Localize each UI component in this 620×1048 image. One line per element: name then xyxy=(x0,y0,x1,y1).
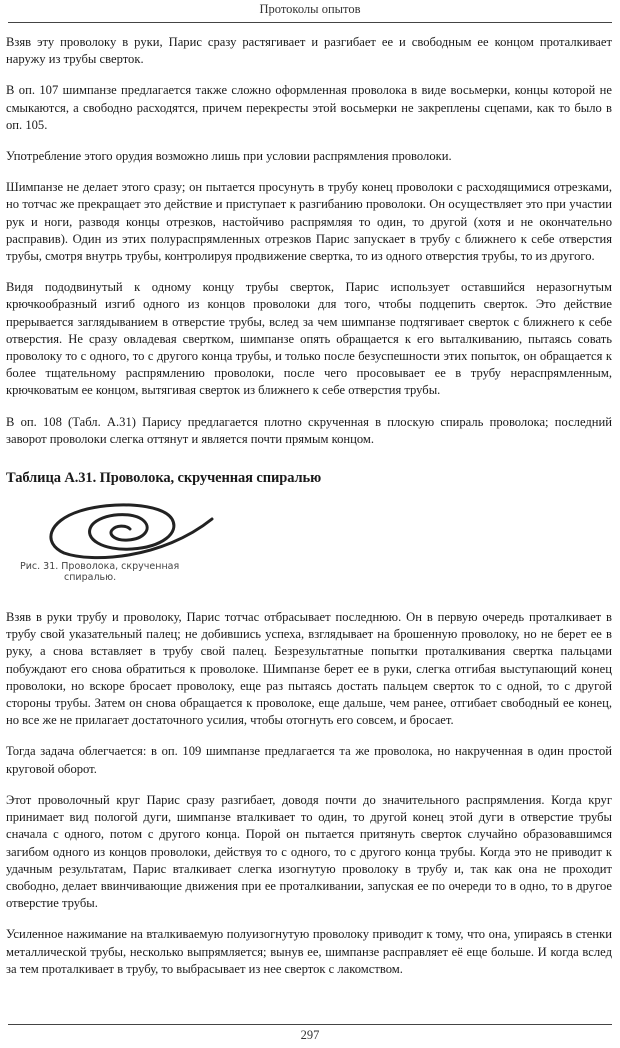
spiral-wire-drawing xyxy=(12,499,232,563)
paragraph: Этот проволочный круг Парис сразу разгибает, доводя почти до значительного распрямления. Когда круг принимает вид пологой дуги, шимпанзе вталкивает то один, то другой конец этой дуги в отверстие трубы сначала с одного, потом с другого конца. Порой он пытается притянуть сверток случайно образовавшимся загибом одного из концов проволоки, действуя то с одного, то с другого конца трубы. Когда это не приводит к удачным результатам, Парис вталкивает слегка изогнутую проволоку в трубу и, так как она не проходит свободно, делает ввинчивающие движения при ее проталкивании, запуская ее по очереди то в одно, то в другое отверстие трубы. xyxy=(6,792,612,911)
page-number: 297 xyxy=(300,1028,320,1042)
page-footer xyxy=(8,1024,612,1043)
paragraph: Взяв в руки трубу и проволоку, Парис тотчас отбрасывает последнюю. Он в первую очередь проталкивает в трубу свой указательный палец; не добившись успеха, взглядывает на брошенную проволоку, но не берет ее в руку, а снова вставляет в трубу свой палец. Безрезультатные попытки проталкивания свертка пальцами побуждают его снова обратиться к проволоке. Шимпанзе берет ее в руки, слегка отгибая выступающий конец проволоки, но вскоре бросает проволоку, еще раз пытаясь достать пальцем сверток то с одной, то с другой стороны трубы. Затем он снова обращается к проволоке, еще дальше, чем ранее, отгибает свободный ее конец, но все же не прилагает достаточного усилия, чтобы отогнуть его совсем, и бросает. xyxy=(6,610,612,728)
figure-caption-line: Рис. 31. Проволока, скрученная xyxy=(20,561,180,573)
paragraph: Видя пододвинутый к одному концу трубы сверток, Парис использует оставшийся неразогнутым крючкообразный изгиб одного из концов проволоки для того, чтобы подцепить сверток. Это действие прерывается заглядыванием в отверстие трубы, вслед за чем шимпанзе подтягивает сверток с ближнего к себе отверстия. Не сразу овладевая свертком, шимпанзе опять обращается к его выталкиванию, пытаясь совать проволоку то с одного, то с другого конца трубы, и только после безуспешности этих попыток, он обращается к более тщательному распрямлению проволоки, после чего просовывает ее в трубу нераспрямленным, крючковатым ее концом, вытягивая сверток из ближнего к себе отверстия трубы. xyxy=(6,280,612,398)
figure-caption-line: спиралью. xyxy=(64,572,117,584)
spiral-wire-path xyxy=(51,505,212,558)
paragraph: В оп. 108 (Табл. А.31) Парису предлагается плотно скрученная в плоскую спираль проволока; последний заворот проволоки слегка оттянут и является почти прямым концом. xyxy=(6,414,612,446)
paragraph: Употребление этого орудия возможно лишь при условии распрямления проволоки. xyxy=(6,149,452,164)
running-header xyxy=(8,0,612,23)
header-title: Протоколы опытов xyxy=(259,2,361,16)
paragraph: Тогда задача облегчается: в оп. 109 шимпанзе предлагается та же проволока, но накрученная в один простой круговой оборот. xyxy=(6,744,612,776)
spiral-wire-figure xyxy=(6,495,612,599)
page-body xyxy=(6,34,612,992)
paragraph: Шимпанзе не делает этого сразу; он пытается просунуть в трубу конец проволоки с расходящимися отрезками, но тотчас же прекращает это действие и приступает к разгибанию проволоки. Он осуществляет это при участии рук и ноги, разводя концы отрезков, настойчиво распрямляя то один, то другой (хотя и не окончательно расправив). Один из этих полураспрямленных отрезков Парис запускает в трубу с ближнего к себе отверстия трубы, смотря внутрь трубы, контролируя продвижение свертка, то из одного отверстия трубы, то из другого. xyxy=(6,180,612,264)
figure-caption xyxy=(20,561,179,583)
table-heading: Таблица А.31. Проволока, скрученная спиралью xyxy=(6,470,322,487)
paragraph: Взяв эту проволоку в руки, Парис сразу растягивает и разгибает ее и свободным ее концом проталкивает наружу из трубы сверток. xyxy=(6,35,612,67)
paragraph: Усиленное нажимание на вталкиваемую полуизогнутую проволоку приводит к тому, что она, упираясь в стенки металлической трубы, несколько выпрямляется; вынув ее, шимпанзе расправляет её еще больше. И когда вслед за тем проталкивает в трубу, то выбрасывает из нее сверток с лакомством. xyxy=(6,927,612,976)
paragraph: В оп. 107 шимпанзе предлагается также сложно оформленная проволока в виде восьмерки, концы которой не смыкаются, а свободно расходятся, причем перекресты этой восьмерки не закреплены сцепами, как то было в оп. 105. xyxy=(6,83,612,132)
